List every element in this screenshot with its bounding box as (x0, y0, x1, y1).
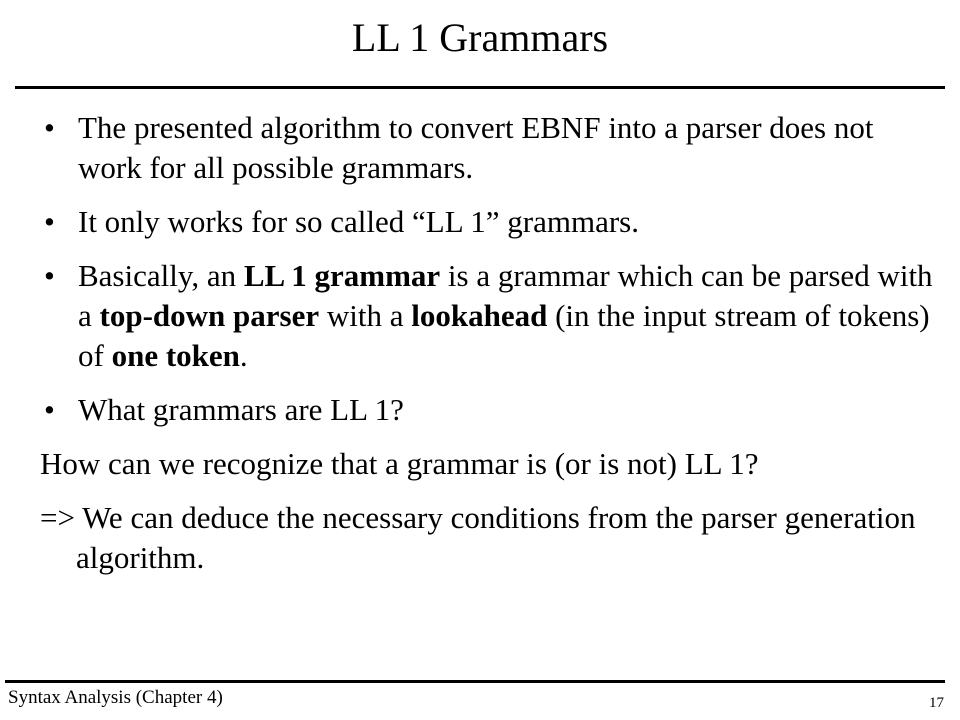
bullet-item (40, 390, 935, 430)
footer-chapter-label: Syntax Analysis (Chapter 4) (8, 687, 223, 708)
bullet-icon: • (44, 258, 55, 293)
bold-term: lookahead (411, 298, 548, 333)
paragraph: How can we recognize that a grammar is (or is not) LL 1? (40, 446, 759, 481)
bullet-item (40, 256, 935, 376)
bullet-item (40, 202, 935, 242)
slide-title: LL 1 Grammars (351, 15, 609, 60)
text-run: with a (319, 298, 412, 333)
bold-term: one token (111, 338, 240, 373)
bold-term: LL 1 grammar (243, 258, 441, 293)
bullet-text: It only works for so called “LL 1” grammars. (78, 204, 639, 239)
bullet-text: The presented algorithm to convert EBNF into a parser does not work for all possible grammars. (78, 110, 874, 185)
slide-content (40, 108, 935, 592)
text-run: is a grammar which can be parsed with a (78, 258, 933, 333)
page-number: 17 (929, 695, 944, 711)
text-run: (in the input stream of tokens) of (78, 298, 930, 373)
bullet-item (40, 108, 935, 188)
bullet-text: What grammars are LL 1? (78, 392, 404, 427)
text-run: Basically, an (78, 258, 244, 293)
bullet-icon: • (44, 204, 55, 239)
bullet-icon: • (44, 392, 55, 427)
title-divider (15, 86, 945, 89)
bullet-icon: • (44, 110, 55, 145)
bullet-text (78, 258, 933, 373)
bold-term: top-down parser (99, 298, 320, 333)
text-run: . (239, 338, 248, 373)
paragraph: => We can deduce the necessary conditions from the parser generation algorithm. (40, 500, 916, 575)
footer-divider (5, 680, 945, 683)
